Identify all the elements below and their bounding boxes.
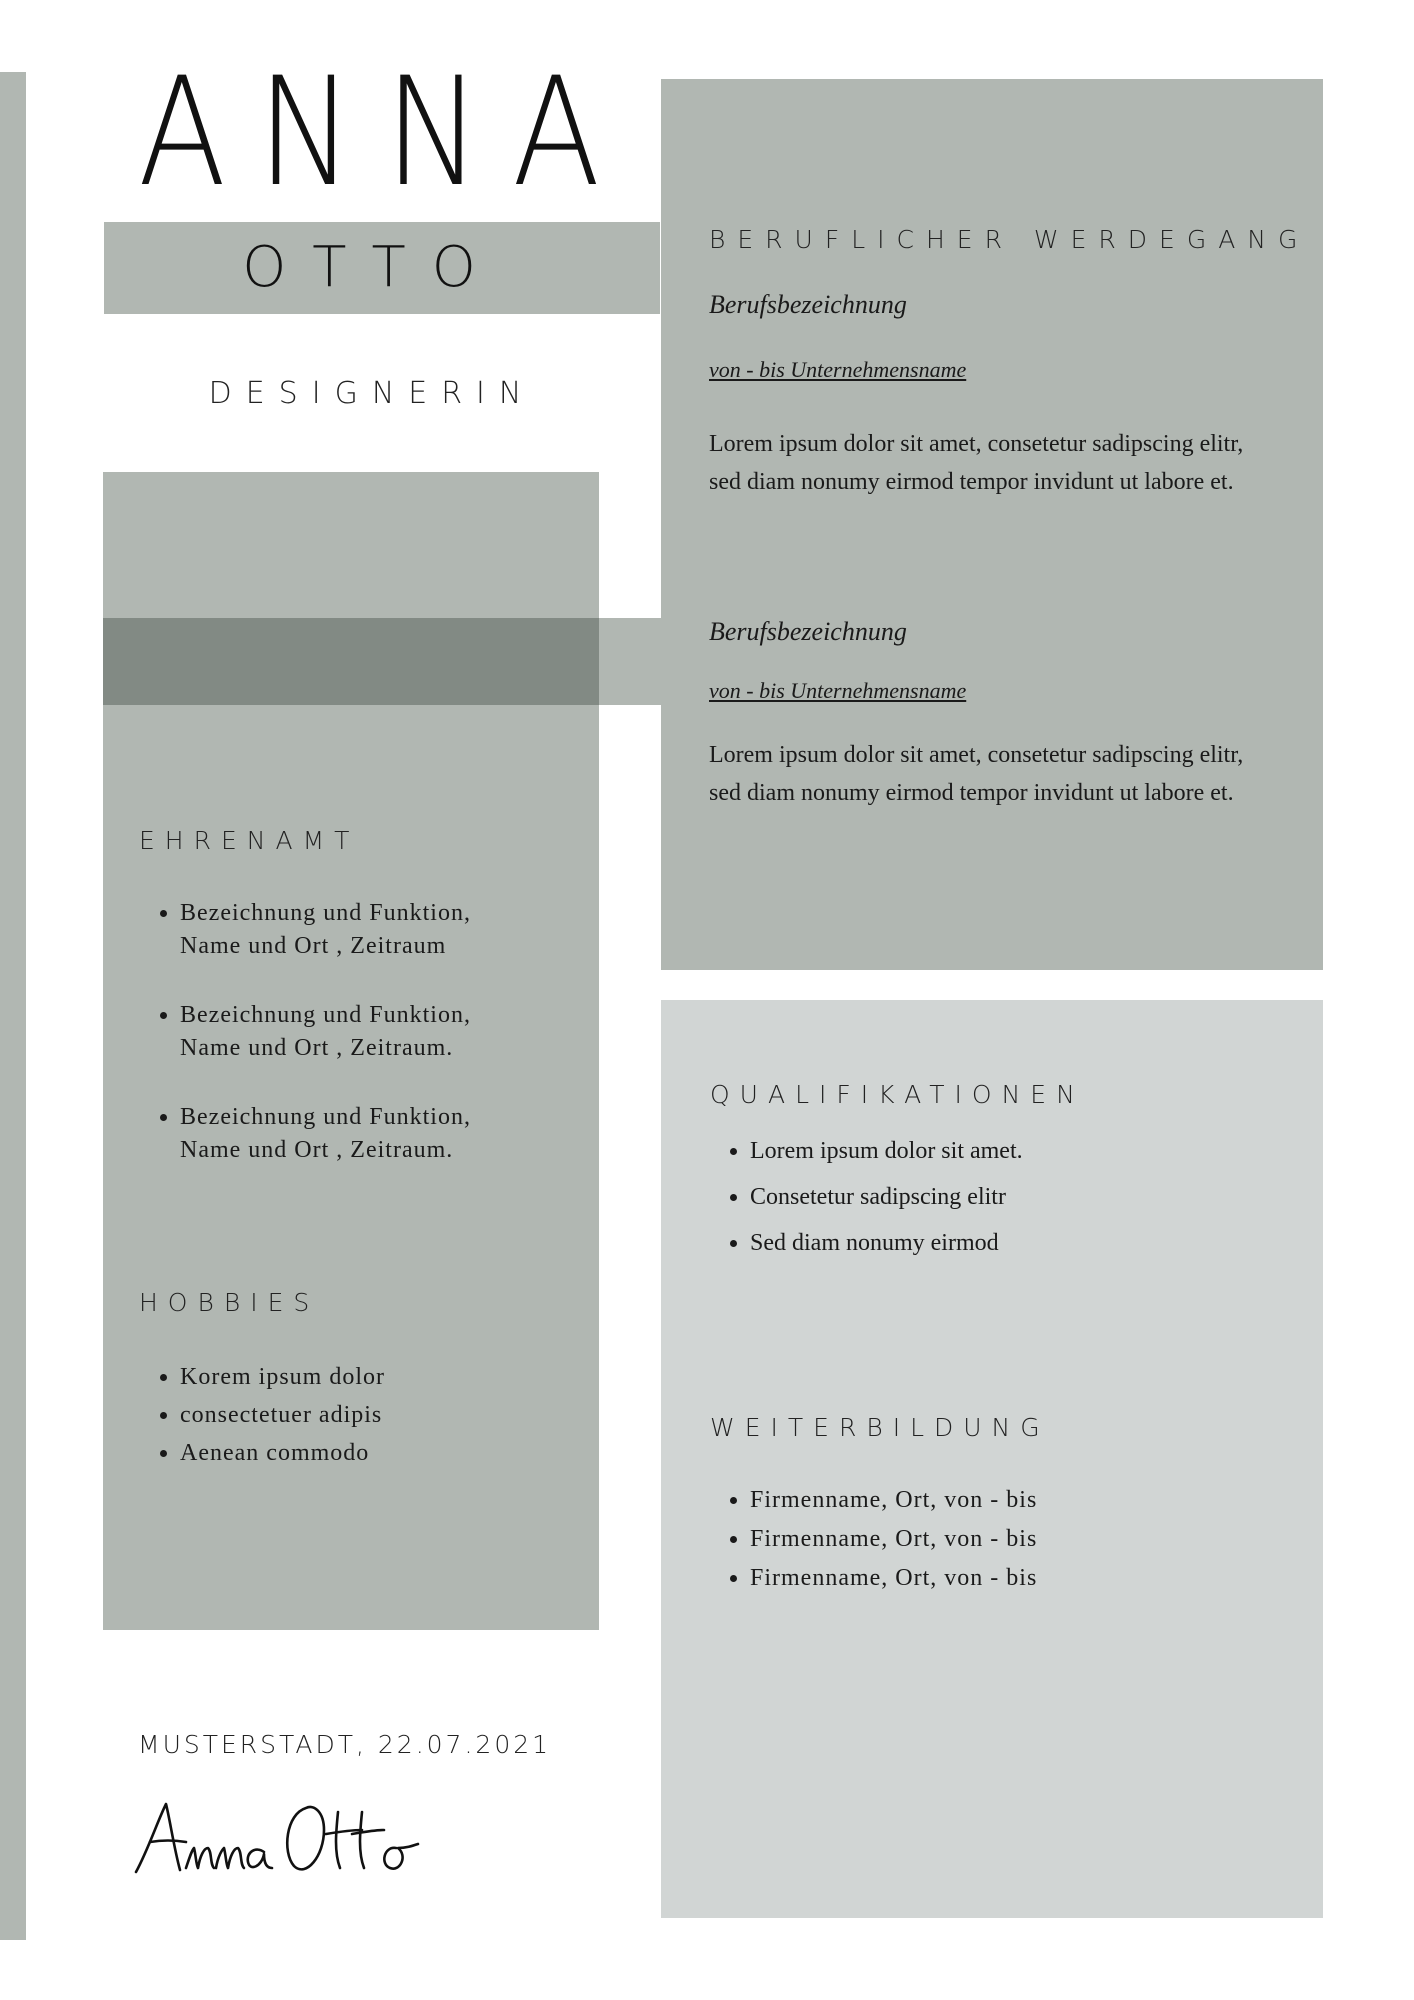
honorary-heading: EHRENAMT xyxy=(139,826,360,855)
qualifications-list xyxy=(710,1128,1023,1266)
first-name: ANNA xyxy=(138,46,632,220)
list-item: • Bezeichnung und Funktion, Name und Ort , Zeitraum. xyxy=(180,999,471,1065)
training-heading: WEITERBILDUNG xyxy=(710,1413,1050,1442)
left-edge-bar xyxy=(0,72,26,1940)
experience-role: Berufsbezeichnung xyxy=(709,617,907,646)
hobbies-list xyxy=(140,1358,385,1472)
description-line: sed diam nonumy eirmod tempor invidunt ut labore et. xyxy=(709,780,1234,806)
list-item: • Lorem ipsum dolor sit amet. xyxy=(750,1128,1023,1174)
list-item: • Korem ipsum dolor xyxy=(180,1358,385,1396)
description-line: sed diam nonumy eirmod tempor invidunt ut labore et. xyxy=(709,469,1234,495)
experience-panel xyxy=(661,79,1323,970)
photo-band xyxy=(103,618,599,705)
list-item: • Aenean commodo xyxy=(180,1434,385,1472)
list-item: • Bezeichnung und Funktion, Name und Ort , Zeitraum xyxy=(180,897,471,963)
list-item: • consectetuer adipis xyxy=(180,1396,385,1434)
list-item: • Firmenname, Ort, von - bis xyxy=(750,1559,1037,1598)
experience-description xyxy=(709,736,1309,812)
signature xyxy=(130,1790,430,1890)
experience-period: von - bis Unternehmensname xyxy=(709,357,967,382)
qualifications-heading: QUALIFIKATIONEN xyxy=(710,1080,1085,1109)
list-item: • Firmenname, Ort, von - bis xyxy=(750,1481,1037,1520)
description-line: Lorem ipsum dolor sit amet, consetetur sadipscing elitr, xyxy=(709,431,1244,457)
list-item: • Sed diam nonumy eirmod xyxy=(750,1220,1023,1266)
place-date: MUSTERSTADT, 22.07.2021 xyxy=(138,1730,552,1759)
honorary-list xyxy=(140,897,471,1203)
hobbies-heading: HOBBIES xyxy=(139,1288,320,1317)
description-line: Lorem ipsum dolor sit amet, consetetur sadipscing elitr, xyxy=(709,742,1244,768)
list-item: • Bezeichnung und Funktion, Name und Ort , Zeitraum. xyxy=(180,1101,471,1167)
list-item: • Consetetur sadipscing elitr xyxy=(750,1174,1023,1220)
list-item: • Firmenname, Ort, von - bis xyxy=(750,1520,1037,1559)
experience-role: Berufsbezeichnung xyxy=(709,290,907,319)
training-list xyxy=(710,1481,1037,1598)
job-title: DESIGNERIN xyxy=(208,376,536,411)
experience-heading: BERUFLICHER WERDEGANG xyxy=(709,225,1310,254)
experience-period: von - bis Unternehmensname xyxy=(709,678,967,703)
last-name: OTTO xyxy=(242,235,502,300)
experience-description xyxy=(709,425,1309,501)
connector-band xyxy=(599,618,661,705)
